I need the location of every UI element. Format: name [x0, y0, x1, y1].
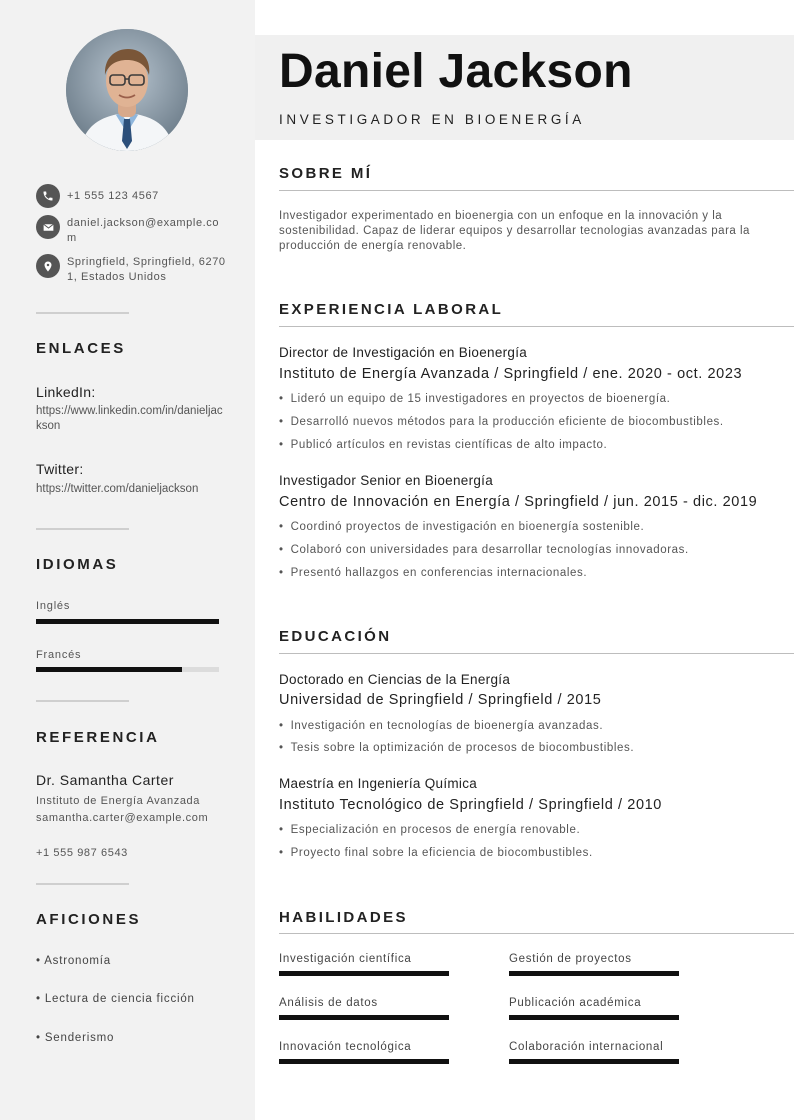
main-content — [255, 0, 794, 1120]
job-bullet: • Publicó artículos en revistas científicas de alto impacto. — [279, 439, 607, 451]
skill-name: Gestión de proyectos — [509, 953, 632, 965]
divider — [36, 528, 129, 530]
skill-level-fill — [509, 971, 679, 976]
degree-title: Maestría en Ingeniería Química — [279, 776, 478, 791]
skill-name: Colaboración internacional — [509, 1041, 664, 1053]
about-text: Investigador experimentado en bioenergia con un enfoque en la innovación y la sostenibilidad. Capaz de liderar equipos y desarrollar tecnologias avanzadas para la producción de energía renovable. — [279, 210, 750, 252]
language-name: Francés — [36, 649, 82, 661]
person-title: INVESTIGADOR EN BIOENERGÍA — [279, 112, 585, 127]
education-bullet: • Especialización en procesos de energía renovable. — [279, 824, 580, 836]
degree-institution: Instituto Tecnológico de Springfield / Springfield / 2010 — [279, 797, 662, 813]
skill-level-bar — [279, 1059, 449, 1064]
job-title: Investigador Senior en Bioenergía — [279, 473, 494, 488]
degree-title: Doctorado en Ciencias de la Energía — [279, 672, 511, 687]
divider — [36, 312, 129, 314]
education-heading: EDUCACIÓN — [279, 628, 392, 645]
job-bullet: • Lideró un equipo de 15 investigadores en proyectos de bioenergía. — [279, 393, 670, 405]
section-divider — [279, 190, 794, 191]
language-level-bar — [36, 667, 219, 672]
education-bullet: • Investigación en tecnologías de bioenergía avanzadas. — [279, 720, 603, 732]
skill-name: Investigación científica — [279, 953, 412, 965]
skills-heading: HABILIDADES — [279, 909, 408, 926]
skill-level-fill — [279, 1015, 449, 1020]
job-bullet: • Presentó hallazgos en conferencias internacionales. — [279, 567, 587, 579]
contact-phone — [36, 184, 226, 208]
hobby-label: Astronomía — [44, 955, 111, 967]
experience-heading: EXPERIENCIA LABORAL — [279, 301, 504, 318]
avatar-photo — [66, 29, 188, 151]
language-level-fill — [36, 619, 219, 624]
hobby-label: Lectura de ciencia ficción — [44, 993, 195, 1005]
education-bullet: • Tesis sobre la optimización de procesos de biocombustibles. — [279, 742, 634, 754]
skill-level-fill — [509, 1015, 679, 1020]
language-name: Inglés — [36, 600, 71, 612]
reference-name: Dr. Samantha Carter — [36, 772, 174, 788]
language-level-fill — [36, 667, 182, 672]
linkedin-label: LinkedIn: — [36, 384, 96, 400]
contact-email — [36, 215, 226, 246]
skill-name: Análisis de datos — [279, 997, 378, 1009]
section-divider — [279, 326, 794, 327]
job-bullet: • Desarrolló nuevos métodos para la producción eficiente de biocombustibles. — [279, 416, 724, 428]
skill-name: Innovación tecnológica — [279, 1041, 412, 1053]
hobby-item: • Senderismo — [36, 1032, 115, 1044]
skill-level-bar — [509, 1059, 679, 1064]
hobby-item: • Lectura de ciencia ficción — [36, 993, 195, 1005]
job-company: Instituto de Energía Avanzada / Springfield / ene. 2020 - oct. 2023 — [279, 366, 743, 382]
skill-level-fill — [279, 971, 449, 976]
about-heading: SOBRE MÍ — [279, 165, 373, 182]
job-title: Director de Investigación en Bioenergía — [279, 345, 528, 360]
hobby-label: Senderismo — [44, 1032, 115, 1044]
reference-heading: REFERENCIA — [36, 729, 160, 746]
skill-level-bar — [279, 971, 449, 976]
twitter-label: Twitter: — [36, 461, 84, 477]
contact-address — [36, 254, 226, 285]
sidebar — [0, 0, 255, 1120]
language-level-bar — [36, 619, 219, 624]
job-bullet: • Coordinó proyectos de investigación en bioenergía sostenible. — [279, 521, 644, 533]
phone-icon — [36, 184, 60, 208]
skill-level-fill — [509, 1059, 679, 1064]
mail-icon — [36, 215, 60, 239]
linkedin-link[interactable]: https://www.linkedin.com/in/danieljackson — [36, 405, 223, 432]
section-divider — [279, 933, 794, 934]
reference-company: Instituto de Energía Avanzada — [36, 795, 200, 807]
address-text: Springfield, Springfield, 62701, Estados Unidos — [67, 256, 226, 283]
reference-phone: +1 555 987 6543 — [36, 847, 128, 859]
skill-level-bar — [509, 1015, 679, 1020]
education-bullet: • Proyecto final sobre la eficiencia de biocombustibles. — [279, 847, 593, 859]
hobbies-heading: AFICIONES — [36, 911, 142, 928]
job-bullet: • Colaboró con universidades para desarrollar tecnologías innovadoras. — [279, 544, 689, 556]
skill-level-bar — [279, 1015, 449, 1020]
phone-text: +1 555 123 4567 — [67, 190, 159, 202]
email-text[interactable]: daniel.jackson@example.com — [67, 217, 220, 244]
skill-name: Publicación académica — [509, 997, 642, 1009]
section-divider — [279, 653, 794, 654]
skill-level-fill — [279, 1059, 449, 1064]
twitter-link[interactable]: https://twitter.com/danieljackson — [36, 483, 199, 495]
person-name: Daniel Jackson — [279, 45, 633, 98]
divider — [36, 700, 129, 702]
links-heading: ENLACES — [36, 340, 126, 357]
degree-institution: Universidad de Springfield / Springfield / 2015 — [279, 692, 602, 708]
skill-level-bar — [509, 971, 679, 976]
divider — [36, 883, 129, 885]
job-company: Centro de Innovación en Energía / Springfield / jun. 2015 - dic. 2019 — [279, 494, 758, 510]
location-pin-icon — [36, 254, 60, 278]
avatar — [66, 29, 188, 151]
languages-heading: IDIOMAS — [36, 556, 119, 573]
hobby-item: • Astronomía — [36, 955, 111, 967]
reference-email[interactable]: samantha.carter@example.com — [36, 812, 209, 824]
